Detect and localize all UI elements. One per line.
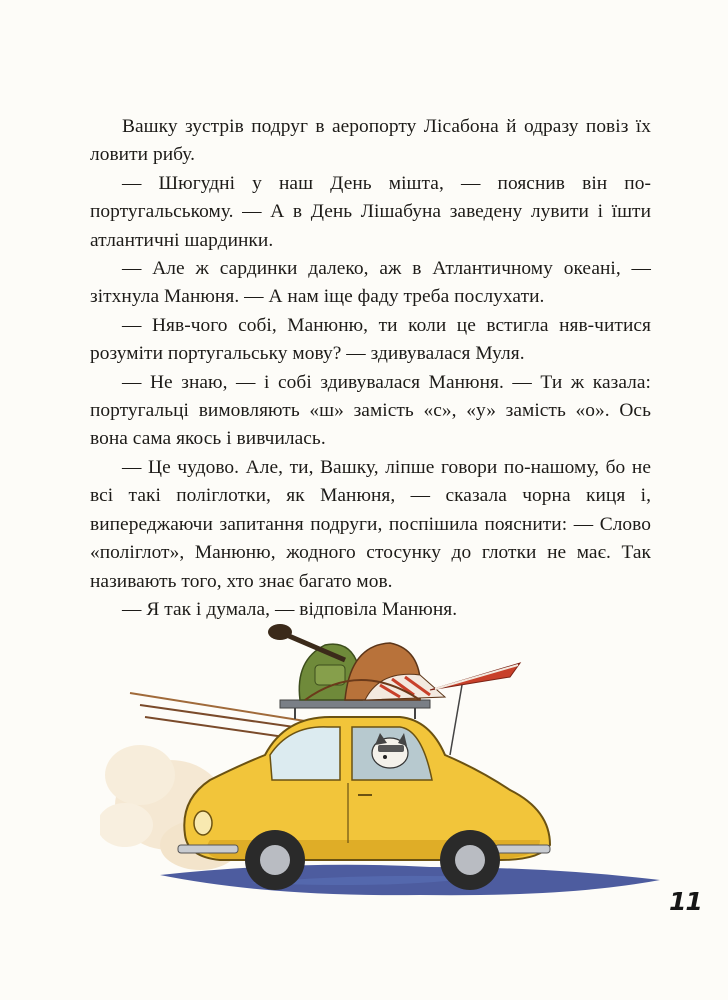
car-illustration: [100, 605, 680, 925]
luggage: [268, 624, 520, 700]
body-text: [90, 113, 651, 624]
yellow-car: [178, 685, 550, 890]
paragraph-5: — Не знаю, — і собі здивувалася Манюня. — Ти ж казала: португальці вимовляють «ш» замість «с», «у» замість «о». Ось вона сама якось і вивчилась.: [90, 371, 651, 450]
paragraph-6: — Це чудово. Але, ти, Вашку, ліпше говори по-нашому, бо не всі такі поліглотки, як Манюня, — сказала чорна киця і, випереджаючи запитання подруги, поспішила пояснити: — Слово «поліглот», Манюню, жодного стосунку до глотки не має. Так називають того, хто знає багато мов.: [90, 456, 651, 592]
paragraph-4: — Няв-чого собі, Манюню, ти коли це встигла няв-читися розуміти португальську мову? — здивувалася Муля.: [90, 314, 651, 365]
paragraph-3: — Але ж сардинки далеко, аж в Атлантичному океані, — зітхнула Манюня. — А нам іще фаду треба послухати.: [90, 258, 651, 308]
paragraph-2: — Шюгудні у наш День мішта, — пояснив він по-португальському. — А в День Лішабуна заведену лувити і їшти атлантичні шардинки.: [90, 172, 651, 251]
paragraph-1: Вашку зустрів подруг в аеропорту Лісабона й одразу повіз їх ловити рибу.: [90, 116, 651, 166]
page-number: 11: [669, 887, 702, 916]
paragraph-7: — Я так і думала, — відповіла Манюня.: [122, 598, 458, 620]
